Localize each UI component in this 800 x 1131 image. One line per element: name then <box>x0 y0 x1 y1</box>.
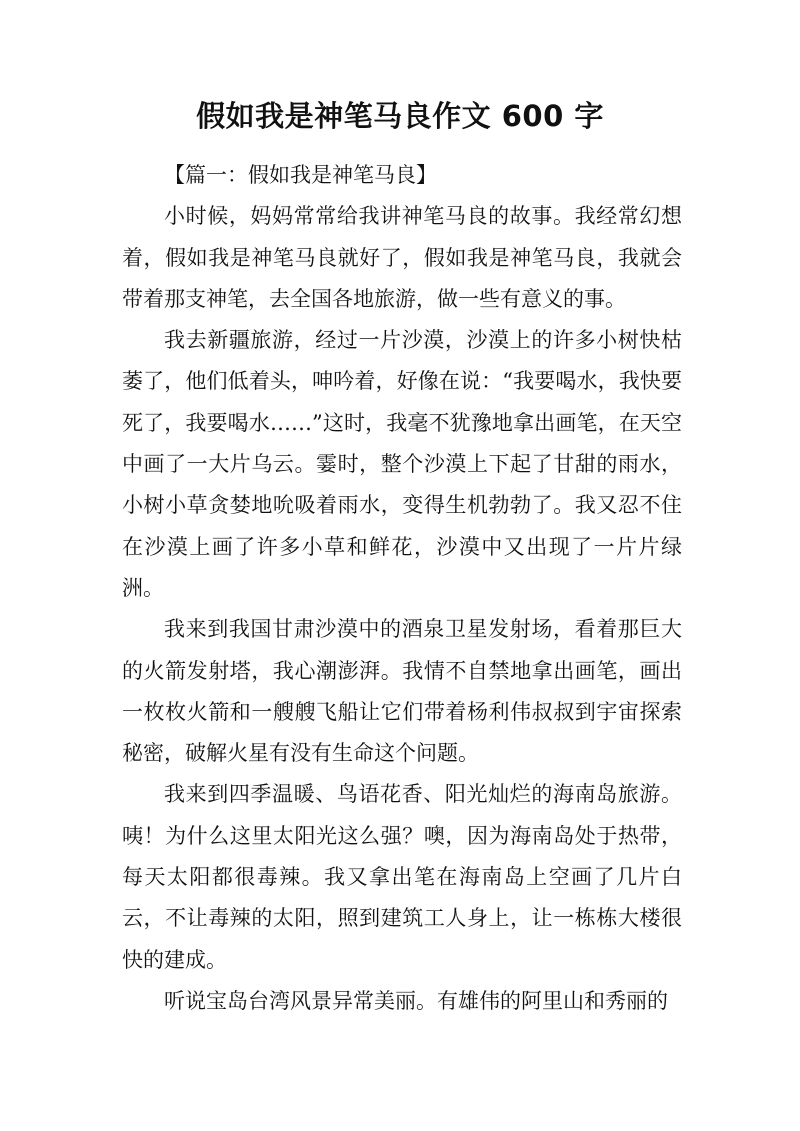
paragraph-2: 我去新疆旅游，经过一片沙漠，沙漠上的许多小树快枯萎了，他们低着头，呻吟着，好像在说：“我要喝水，我快要死了，我要喝水……”这时，我毫不犹豫地拿出画笔，在天空中画了一大片乌云。霎时，整个沙漠上下起了甘甜的雨水，小树小草贪婪地吮吸着雨水，变得生机勃勃了。我又忍不住在沙漠上画了许多小草和鲜花，沙漠中又出现了一片片绿洲。 <box>122 328 682 600</box>
paragraph-1: 小时候，妈妈常常给我讲神笔马良的故事。我经常幻想着，假如我是神笔马良就好了，假如我是神笔马良，我就会带着那支神笔，去全国各地旅游，做一些有意义的事。 <box>122 204 682 311</box>
document-body <box>122 155 682 1022</box>
document-title: 假如我是神笔马良作文 600 字 <box>196 99 604 133</box>
paragraph-5: 听说宝岛台湾风景异常美丽。有雄伟的阿里山和秀丽的 <box>164 988 668 1013</box>
paragraph-4: 我来到四季温暖、鸟语花香、阳光灿烂的海南岛旅游。咦！为什么这里太阳光这么强？噢，因为海南岛处于热带，每天太阳都很毒辣。我又拿出笔在海南岛上空画了几片白云，不让毒辣的太阳，照到建筑工人身上，让一栋栋大楼很快的建成。 <box>122 782 682 972</box>
paragraph-3: 我来到我国甘肃沙漠中的酒泉卫星发射场，看着那巨大的火箭发射塔，我心潮澎湃。我情不自禁地拿出画笔，画出一枚枚火箭和一艘艘飞船让它们带着杨利伟叔叔到宇宙探索秘密，破解火星有没有生命这个问题。 <box>122 617 682 766</box>
section-heading: 【篇一：假如我是神笔马良】 <box>164 163 437 187</box>
